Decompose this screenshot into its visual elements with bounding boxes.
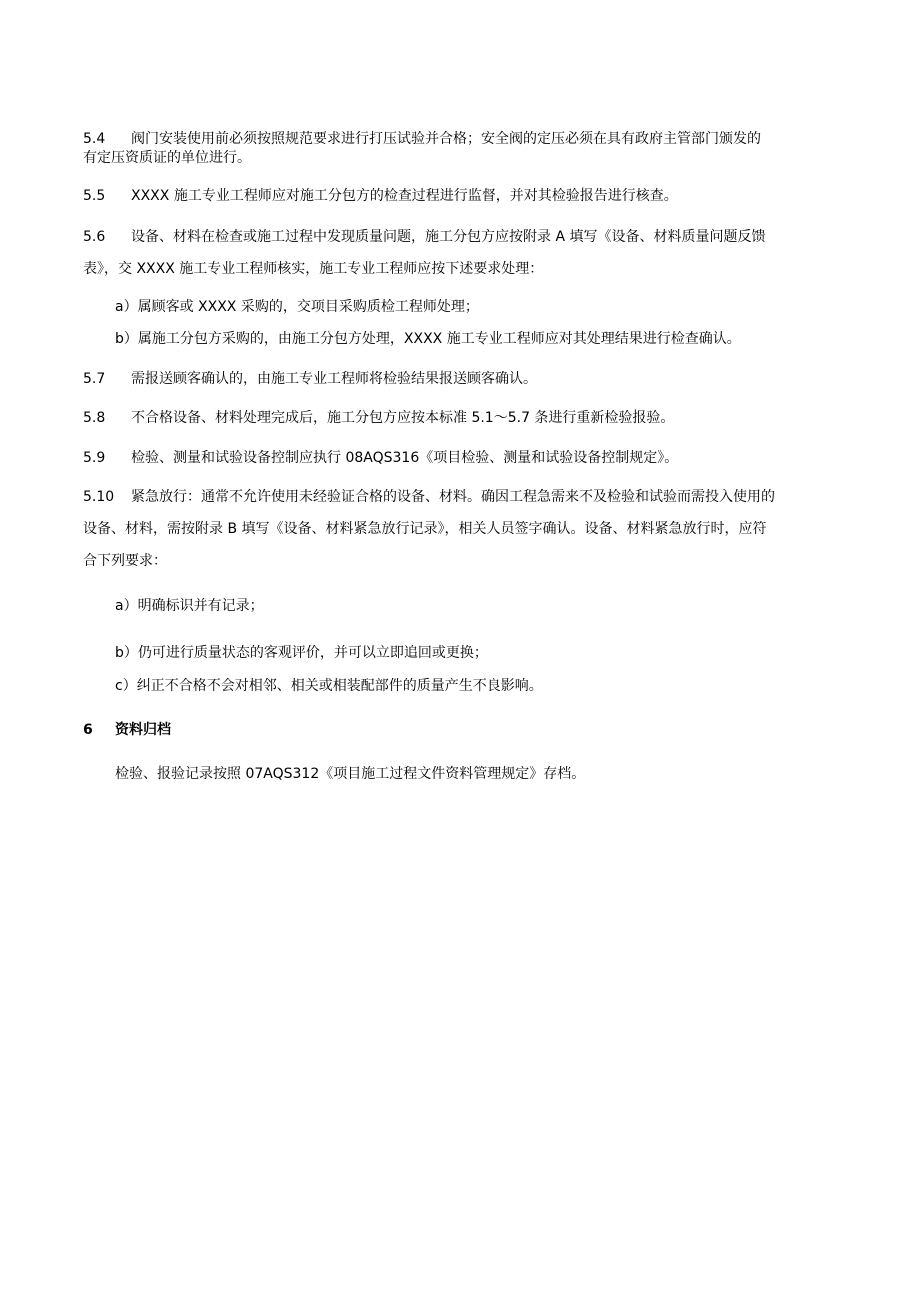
- section-5-8-line-1: [83, 409, 843, 427]
- section-text: 需报送顾客确认的，由施工专业工程师将检验结果报送顾客确认。: [131, 371, 537, 387]
- section-number: 5.4: [83, 131, 106, 147]
- section-text: XXXX 施工专业工程师应对施工分包方的检查过程进行监督，并对其检验报告进行核查。: [131, 188, 678, 204]
- section-5-6-item-b: [115, 330, 875, 348]
- section-5-6-line-2: [83, 260, 843, 278]
- section-number: 5.7: [83, 371, 106, 387]
- list-item: b）仍可进行质量状态的客观评价，并可以立即追回或更换；: [115, 645, 488, 661]
- section-text: 表》，交 XXXX 施工专业工程师核实，施工专业工程师应按下述要求处理：: [83, 261, 544, 277]
- list-item: c）纠正不合格不会对相邻、相关或相装配部件的质量产生不良影响。: [115, 678, 543, 694]
- section-text: 阀门安装使用前必须按照规范要求进行打压试验并合格；安全阀的定压必须在具有政府主管部门颁发的: [131, 131, 761, 147]
- section-text: 紧急放行：通常不允许使用未经验证合格的设备、材料。确因工程急需来不及检验和试验而需投入使用的: [131, 489, 775, 505]
- section-5-10-item-b: [115, 644, 875, 662]
- section-6-heading: [83, 721, 843, 739]
- section-title: 资料归档: [115, 722, 171, 738]
- section-number: 5.6: [83, 229, 106, 245]
- section-6-body: [115, 765, 875, 783]
- section-5-10-line-2: [83, 520, 843, 538]
- section-text: 设备、材料，需按附录 B 填写《设备、材料紧急放行记录》，相关人员签字确认。设备、材料紧急放行时，应符: [83, 521, 767, 537]
- list-item: a）属顾客或 XXXX 采购的，交项目采购质检工程师处理；: [115, 299, 479, 315]
- section-text: 合下列要求：: [83, 553, 167, 569]
- section-number: 5.9: [83, 450, 106, 466]
- section-text: 不合格设备、材料处理完成后，施工分包方应按本标准 5.1～5.7 条进行重新检验报验。: [131, 410, 675, 426]
- section-5-6-line-1: [83, 228, 843, 246]
- section-5-6-item-a: [115, 298, 875, 316]
- section-5-10-line-3: [83, 552, 843, 570]
- section-5-10-item-a: [115, 597, 875, 615]
- section-text: 设备、材料在检查或施工过程中发现质量问题，施工分包方应按附录 A 填写《设备、材料质量问题反馈: [131, 229, 766, 245]
- section-text: 有定压资质证的单位进行。: [83, 150, 251, 166]
- section-number: 6: [83, 722, 93, 738]
- section-5-10-line-1: [83, 488, 843, 506]
- section-text: 检验、测量和试验设备控制应执行 08AQS316《项目检验、测量和试验设备控制规定》。: [131, 450, 679, 466]
- section-5-4-line-1: [83, 130, 843, 148]
- section-5-5-line-1: [83, 187, 843, 205]
- section-5-9-line-1: [83, 449, 843, 467]
- section-number: 5.5: [83, 188, 106, 204]
- section-number: 5.10: [83, 489, 115, 505]
- section-number: 5.8: [83, 410, 106, 426]
- list-item: b）属施工分包方采购的，由施工分包方处理，XXXX 施工专业工程师应对其处理结果进行检查确认。: [115, 331, 741, 347]
- section-5-7-line-1: [83, 370, 843, 388]
- list-item: a）明确标识并有记录；: [115, 598, 264, 614]
- section-text: 检验、报验记录按照 07AQS312《项目施工过程文件资料管理规定》存档。: [115, 766, 586, 782]
- section-5-10-item-c: [115, 677, 875, 695]
- section-5-4-line-2: [83, 149, 843, 167]
